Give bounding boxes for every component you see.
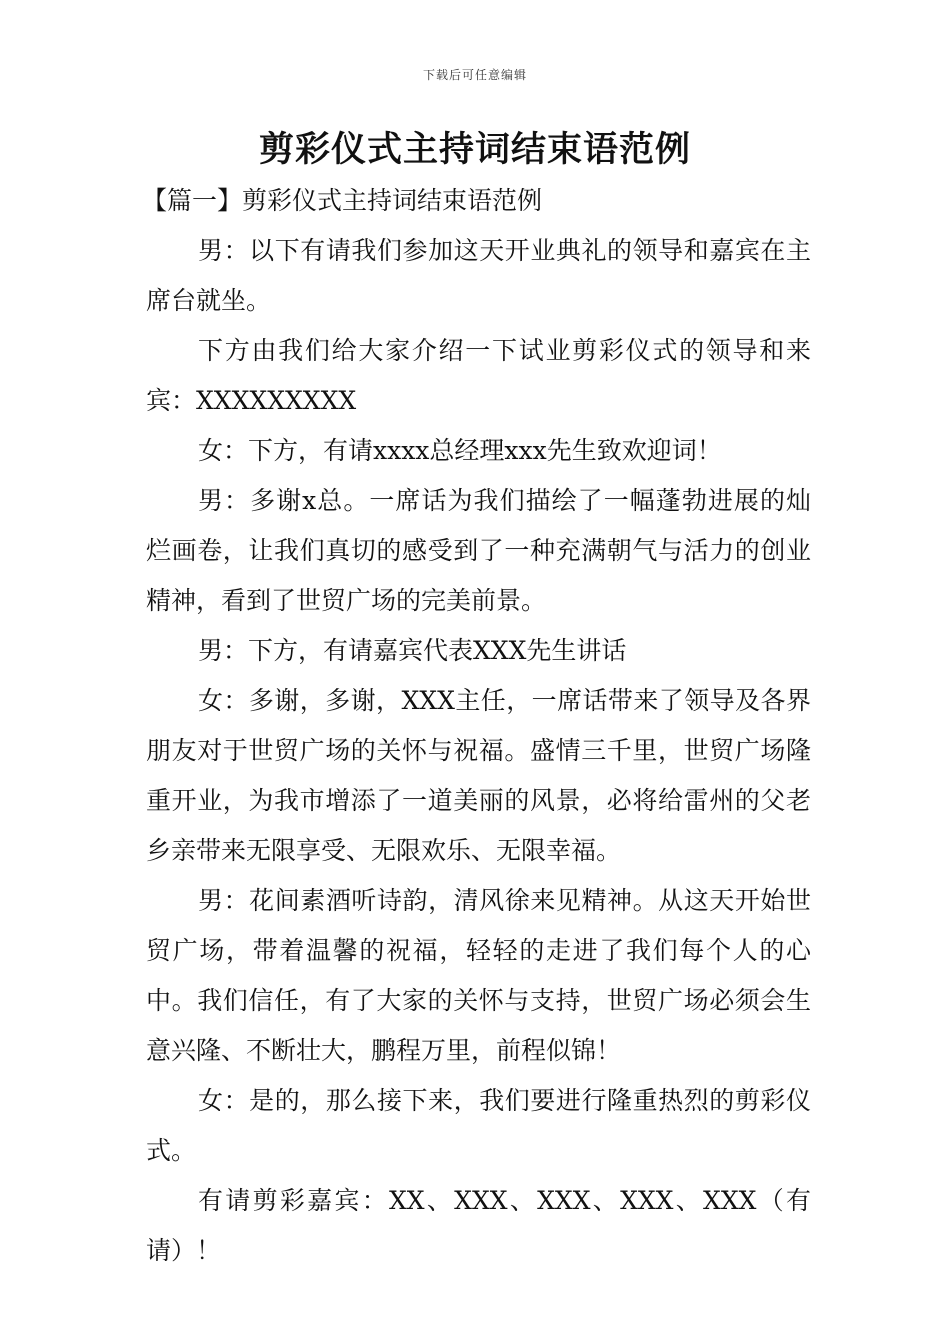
paragraph-1: 男：以下有请我们参加这天开业典礼的领导和嘉宾在主席台就坐。 — [146, 236, 811, 315]
header-note: 下载后可任意编辑 — [422, 68, 527, 82]
paragraph-5: 男：下方，有请嘉宾代表XXX先生讲话 — [198, 636, 627, 665]
paragraph-8: 女：是的，那么接下来，我们要进行隆重热烈的剪彩仪式。 — [146, 1086, 811, 1165]
paragraph-6: 女：多谢，多谢，XXX主任，一席话带来了领导及各界朋友对于世贸广场的关怀与祝福。盛情三千里，世贸广场隆重开业，为我市增添了一道美丽的风景，必将给雷州的父老乡亲带来无限享受、无限欢乐、无限幸福。 — [146, 686, 811, 865]
paragraph-9: 有请剪彩嘉宾：XX、XXX、XXX、XXX、XXX（有请）！ — [146, 1186, 811, 1265]
section-heading: 【篇一】剪彩仪式主持词结束语范例 — [142, 186, 543, 215]
paragraph-3: 女：下方，有请xxxx总经理xxx先生致欢迎词！ — [198, 436, 722, 465]
document-title: 剪彩仪式主持词结束语范例 — [258, 130, 691, 170]
paragraph-2: 下方由我们给大家介绍一下试业剪彩仪式的领导和来宾：XXXXXXXXX — [146, 336, 811, 415]
paragraph-4: 男：多谢x总。一席话为我们描绘了一幅蓬勃进展的灿烂画卷，让我们真切的感受到了一种充满朝气与活力的创业精神，看到了世贸广场的完美前景。 — [146, 486, 811, 615]
paragraph-7: 男：花间素酒听诗韵，清风徐来见精神。从这天开始世贸广场，带着温馨的祝福，轻轻的走进了我们每个人的心中。我们信任，有了大家的关怀与支持，世贸广场必须会生意兴隆、不断壮大，鹏程万里，前程似锦！ — [146, 886, 811, 1065]
document-body — [142, 176, 811, 1276]
